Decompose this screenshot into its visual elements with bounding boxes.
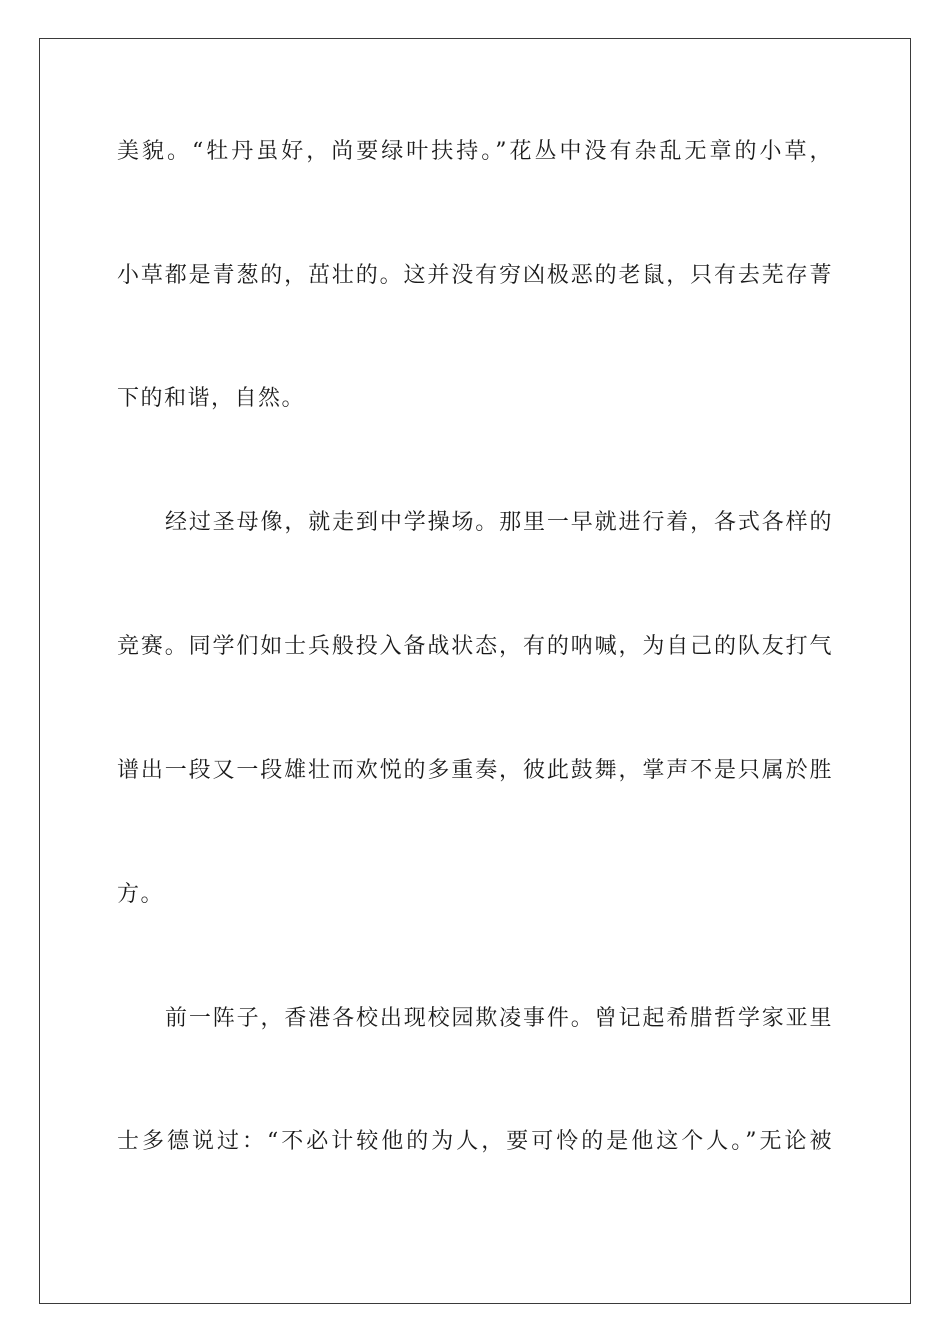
paragraph-first-line: 经过圣母像，就走到中学操场。那里一早就进行着，各式各样的 <box>165 510 833 535</box>
text-line: 美貌。“牡丹虽好，尚要绿叶扶持。”花丛中没有杂乱无章的小草， <box>117 139 833 164</box>
paragraph-first-line: 前一阵子，香港各校出现校园欺凌事件。曾记起希腊哲学家亚里 <box>165 1006 833 1031</box>
text-line: 谱出一段又一段雄壮而欢悦的多重奏，彼此鼓舞，掌声不是只属於胜 <box>117 758 833 783</box>
text-line: 小草都是青葱的，茁壮的。这并没有穷凶极恶的老鼠，只有去芜存菁 <box>117 263 833 288</box>
text-line: 下的和谐，自然。 <box>117 386 306 411</box>
text-line: 士多德说过：“不必计较他的为人，要可怜的是他这个人。”无论被 <box>117 1129 833 1154</box>
text-line: 方。 <box>117 882 165 907</box>
page-border <box>39 38 911 1304</box>
text-line: 竞赛。同学们如士兵般投入备战状态，有的呐喊，为自己的队友打气 <box>117 634 833 659</box>
